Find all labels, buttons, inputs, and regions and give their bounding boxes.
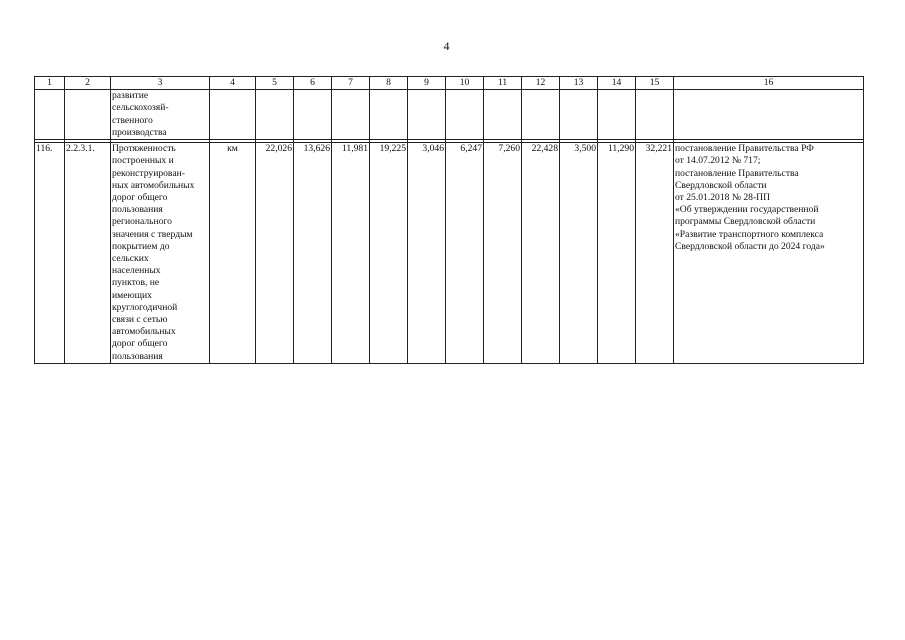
value-cell: 11,981 [332, 143, 370, 364]
value-cell: 22,026 [256, 143, 294, 364]
table-cell [332, 90, 370, 140]
table-cell [65, 90, 111, 140]
header-cell: 2 [65, 77, 111, 90]
header-cell: 6 [294, 77, 332, 90]
value-cell: 13,626 [294, 143, 332, 364]
header-cell: 11 [484, 77, 522, 90]
header-cell: 5 [256, 77, 294, 90]
header-cell: 7 [332, 77, 370, 90]
table-cell [370, 90, 408, 140]
value-cell: 11,290 [598, 143, 636, 364]
table-cell [256, 90, 294, 140]
table-cell [560, 90, 598, 140]
table-cell [35, 90, 65, 140]
table-cell [636, 90, 674, 140]
value-cell: 6,247 [446, 143, 484, 364]
table-cell [484, 90, 522, 140]
header-cell: 13 [560, 77, 598, 90]
unit-cell: км [210, 143, 256, 364]
table-cell [294, 90, 332, 140]
table-cell [598, 90, 636, 140]
indicator-cell: развитие сельскохозяй- ственного производства [111, 90, 210, 140]
table-cell [522, 90, 560, 140]
header-cell: 4 [210, 77, 256, 90]
source-cell: постановление Правительства РФ от 14.07.2012 № 717; постановление Правительства Свердловской области от 25.01.2018 № 28-ПП «Об утверждении государственной программы Свердловской области «Развитие транспортного комплекса Свердловской области до 2024 года» [674, 143, 864, 364]
table-cell [446, 90, 484, 140]
header-cell: 9 [408, 77, 446, 90]
value-cell: 19,225 [370, 143, 408, 364]
indicator-cell: Протяженность построенных и реконструирован- ных автомобильных дорог общего пользования регионального значения с твердым покрытием до сельских населенных пунктов, не имеющих круглогодичной связи с сетью автомобильных дорог общего пользования [111, 143, 210, 364]
header-cell: 10 [446, 77, 484, 90]
value-cell: 3,046 [408, 143, 446, 364]
header-cell: 16 [674, 77, 864, 90]
page-number: 4 [443, 39, 450, 53]
table-cell [210, 90, 256, 140]
table-row-116 [35, 143, 864, 364]
value-cell: 7,260 [484, 143, 522, 364]
table-cell [408, 90, 446, 140]
table-cell [674, 90, 864, 140]
header-cell: 3 [111, 77, 210, 90]
value-cell: 22,428 [522, 143, 560, 364]
code-cell: 2.2.3.1. [65, 143, 111, 364]
header-cell: 15 [636, 77, 674, 90]
value-cell: 32,221 [636, 143, 674, 364]
header-cell: 1 [35, 77, 65, 90]
row-number-cell: 116. [35, 143, 65, 364]
header-cell: 8 [370, 77, 408, 90]
header-cell: 14 [598, 77, 636, 90]
header-cell: 12 [522, 77, 560, 90]
indicators-table [34, 76, 864, 364]
header-row [35, 77, 864, 90]
value-cell: 3,500 [560, 143, 598, 364]
table-row-continued [35, 90, 864, 140]
